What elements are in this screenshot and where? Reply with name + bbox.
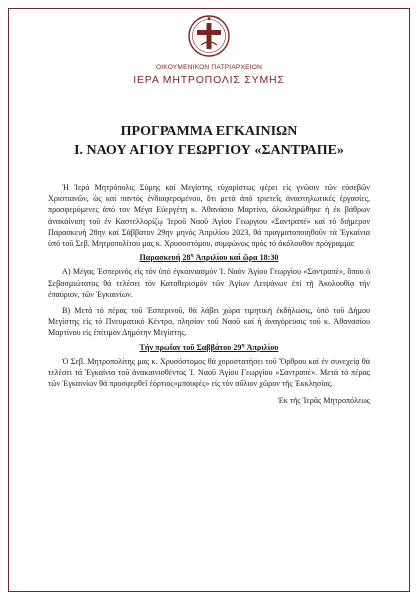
friday-heading-pre: Παρασκευή 28 bbox=[139, 253, 191, 263]
saturday-heading-post: Ἀπριλίου bbox=[244, 342, 279, 352]
friday-heading-sup: η bbox=[190, 252, 194, 259]
intro-paragraph: Ἡ Ἱερά Μητρόπολις Σύμης καί Μεγίστης εὐχαρίστως φέρει εἰς γνῶσιν τῶν εὐσεβῶν Χριστιανῶν, ὡς καί παντός ἐνδιαφερομένου, ὅτι μετά ἀπό τριετεῖς ἀναστηλωτικές ἐργασίες, προσφερόμενες ἀπό τον Μέγα Εὐεργέτη κ. Ἀθανάσιο Μαρτίνο, ὁλοκληρώθηκε ἡ ἐκ βάθρων ἀνακαίνιση τοῦ ἐν Καστελλορίζῳ Ἱεροῦ Ναοῦ Ἁγίου Γεωργίου «Σαντραπέ» καί τό διήμερον Παρασκευή 28ην καί Σάββατον 29ην μηνός Ἀπριλίου 2023, θά πραγματοποιηθοῦν τά Ἐγκαίνια ὑπό τοῦ Σεβ. Μητροπολίτου μας κ. Χρυσοστόμου, συμφώνως πρός τό ἀκόλουθον πρόγραμμα: bbox=[48, 183, 370, 249]
saturday-paragraph: Ὁ Σεβ. Μητροπολίτης μας κ. Χρυσόστομος θά χοροστατήσει τοῦ Ὄρθρου καί ἐν συνεχείᾳ θά τελέσει τά Ἐγκαίνια τοῦ ἀνακαινισθέντος Ἱ. Ναοῦ Ἁγίου Γεωργίου «Σαντραπέ». Μετά τό πέρας τῶν Ἐγκαινίων θά προσφερθεῖ ἐόρτιος«μπουφές» εἰς τόν αὔλιον χῶρον τῆς Ἐκκλησίας. bbox=[48, 356, 370, 389]
friday-heading bbox=[48, 252, 370, 263]
document-title bbox=[0, 122, 418, 160]
title-line-1: ΠΡΟΓΡΑΜΜΑ ΕΓΚΑΙΝΙΩΝ bbox=[120, 124, 298, 139]
friday-item-b: Β) Μετά τό πέρας τοῦ Ἑσπερινοῦ, θά λάβει χώρα τιμητική ἐκδήλωσις, ὑπό τοῦ Δήμου Μεγίστης εἰς τό Πνευματικό Κέντρο, πλησίον τοῦ Ναοῦ καί ἡ ἀναγόρευσις τοῦ κ. Ἀθανασίου Μαρτίνου εἰς ἐπίτιμον Δημότην Μεγίστης. bbox=[48, 306, 370, 338]
saturday-heading-sup: η bbox=[241, 341, 245, 348]
friday-heading-post: Ἀπριλίου καί ὥρα 18:30 bbox=[193, 253, 279, 263]
letterhead bbox=[0, 14, 418, 86]
document-body bbox=[48, 182, 370, 407]
saturday-heading-pre: Τήν πρωΐαν τοῦ Σαββάτου 29 bbox=[139, 342, 242, 352]
friday-item-a: Α) Μέγας Ἑσπερινός εἰς τόν ὑπό ἐγκαινιασμόν Ἱ. Ναόν Ἁγίου Γεωργίου «Σαντραπέ», ὅπου ὁ Σεβασμιώτατος θά τελέσει τόν Καταθερισμόν τῶν Ἁγίων Λειψάνων ἐπί τῇ Ἀκολουθίᾳ τήν ἐπαύριον, τῶν Ἐγκαινίων. bbox=[48, 267, 370, 299]
saturday-heading bbox=[48, 342, 370, 353]
cross-emblem-icon bbox=[187, 14, 231, 58]
signoff: Ἐκ τῆς Ἱερᾶς Μητροπόλεως bbox=[277, 396, 370, 406]
metropolis-name: ΙΕΡΑ ΜΗΤΡΟΠΟΛΙΣ ΣΥΜΗΣ bbox=[133, 74, 285, 86]
title-line-2: Ι. ΝΑΟΥ ΑΓΙΟΥ ΓΕΩΡΓΙΟΥ «ΣΑΝΤΡΑΠΕ» bbox=[74, 143, 344, 158]
patriarchate-name: ΟΙΚΟΥΜΕΝΙΚΟΝ ΠΑΤΡΙΑΡΧΕΙΟΝ bbox=[155, 64, 263, 71]
